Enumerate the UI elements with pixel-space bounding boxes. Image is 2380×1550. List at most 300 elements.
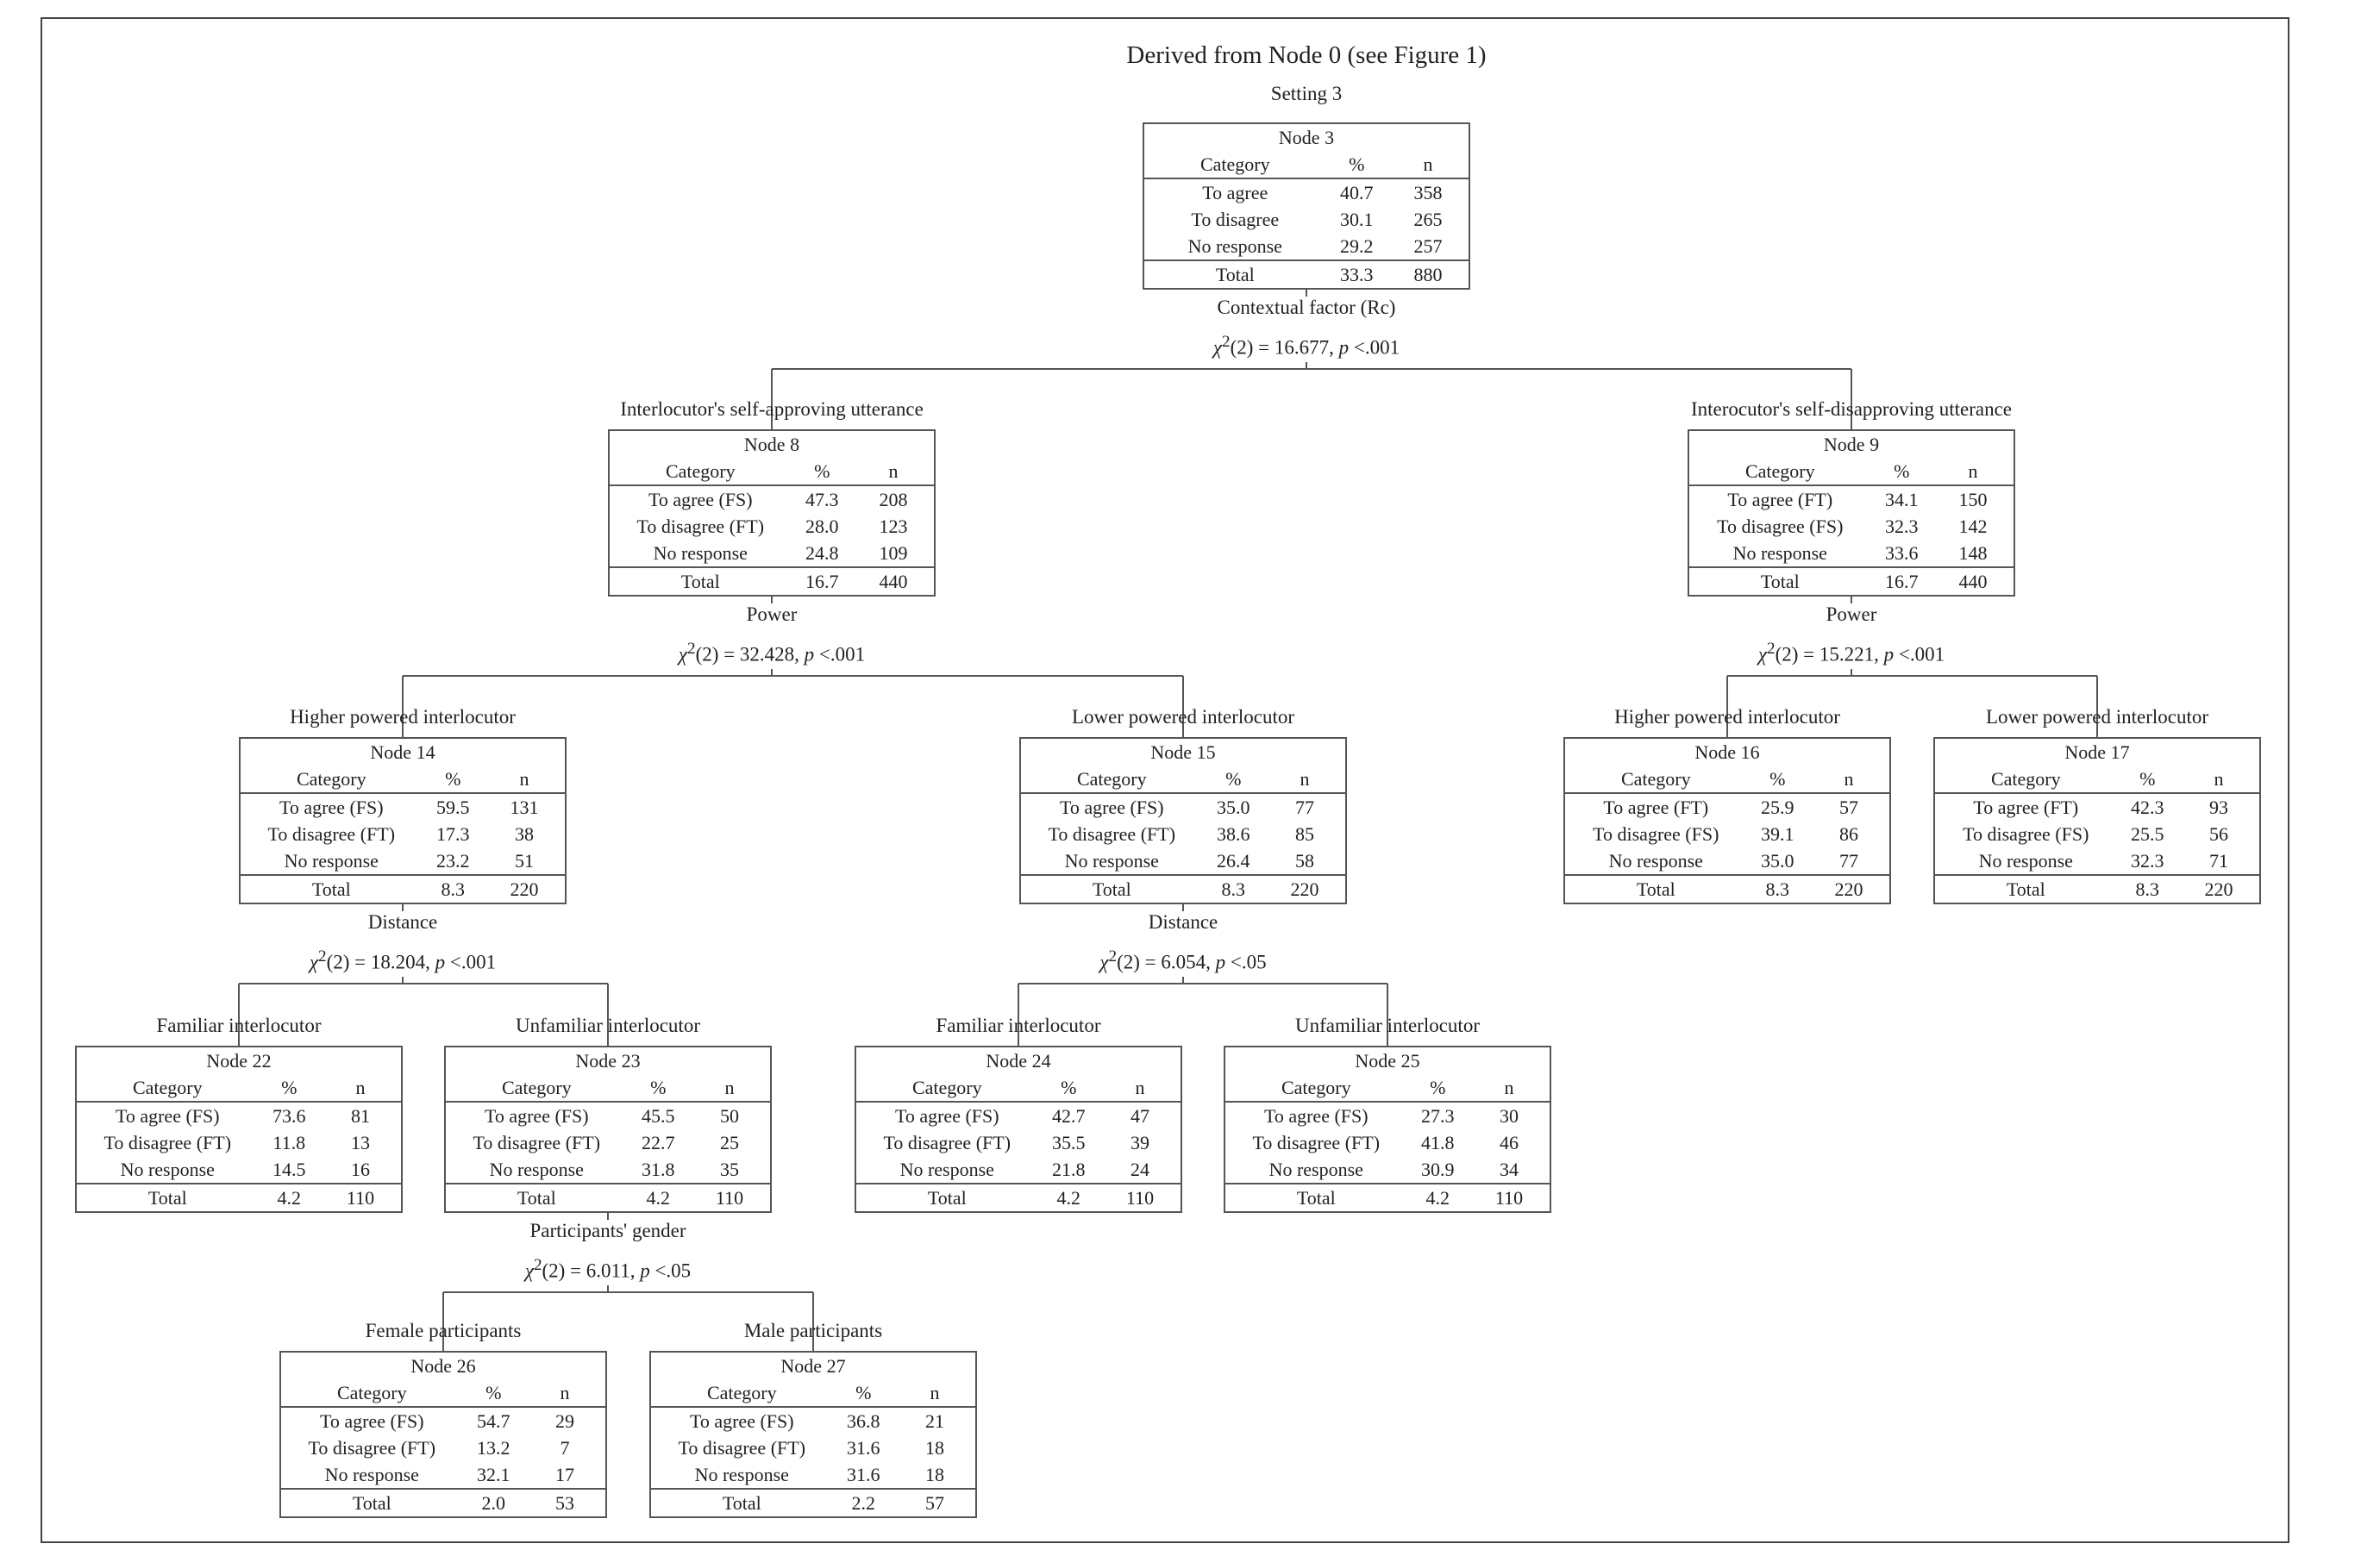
node-table-n3 <box>1143 122 1470 290</box>
row-n: 18 <box>924 1464 944 1485</box>
header-percent: % <box>445 768 461 790</box>
node-header-row <box>1565 766 1889 794</box>
header-n: n <box>1423 153 1433 175</box>
chi-symbol: χ <box>1099 951 1109 973</box>
node-row <box>1021 794 1345 821</box>
row-percent: 31.6 <box>847 1437 880 1459</box>
row-category: To agree (FT) <box>1973 797 2079 818</box>
row-percent: 28.0 <box>805 516 839 537</box>
row-category: To agree (FS) <box>648 489 753 510</box>
chi-square-stat-n3 <box>1213 333 1400 359</box>
chi-value: (2) = 6.054, <box>1117 951 1216 973</box>
node-header-row <box>77 1074 401 1103</box>
row-category: To agree (FS) <box>689 1410 794 1432</box>
node-title: Node 23 <box>575 1050 641 1072</box>
header-percent: % <box>1769 768 1786 790</box>
total-percent: 8.3 <box>1221 878 1246 900</box>
node-row <box>1689 513 2014 540</box>
row-percent: 13.2 <box>477 1437 510 1459</box>
row-category: To disagree <box>1191 209 1280 230</box>
row-category: To disagree (FT) <box>678 1437 806 1459</box>
header-n: n <box>930 1382 940 1403</box>
split-factor-n14: Distance <box>367 911 438 933</box>
header-percent: % <box>485 1382 502 1403</box>
node-row <box>856 1103 1181 1129</box>
figure-title: Derived from Node 0 (see Figure 1) <box>1126 41 1487 69</box>
node-total-row <box>446 1183 770 1211</box>
total-label: Total <box>1296 1187 1336 1209</box>
header-percent: % <box>650 1077 667 1098</box>
total-label: Total <box>1215 264 1255 285</box>
header-n: n <box>560 1382 570 1403</box>
header-percent: % <box>2139 768 2156 790</box>
chi-square-stat-n14 <box>310 947 496 974</box>
row-category: To agree (FT) <box>1603 797 1709 818</box>
row-category: To disagree (FS) <box>1593 823 1719 845</box>
row-category: To agree (FT) <box>1727 489 1833 510</box>
row-n: 150 <box>1958 489 1988 510</box>
node-row <box>1565 794 1889 821</box>
node-row <box>241 821 565 847</box>
p-value: <.001 <box>445 951 497 973</box>
row-n: 265 <box>1413 209 1443 230</box>
total-percent: 2.0 <box>481 1492 506 1514</box>
chi-value: (2) = 18.204, <box>326 951 435 973</box>
header-category: Category <box>501 1077 572 1098</box>
node-title: Node 9 <box>1823 434 1880 455</box>
row-category: To agree (FS) <box>1059 797 1164 818</box>
row-percent: 31.8 <box>642 1159 675 1180</box>
node-row <box>610 513 934 540</box>
p-symbol: p <box>1215 951 1226 973</box>
header-percent: % <box>1894 460 1910 482</box>
node-table-n24 <box>855 1046 1182 1213</box>
row-percent: 22.7 <box>642 1132 675 1153</box>
chi-value: (2) = 15.221, <box>1775 643 1884 666</box>
p-value: <.001 <box>1894 643 1945 666</box>
node-row <box>651 1461 975 1488</box>
total-n: 110 <box>346 1187 375 1209</box>
row-category: To disagree (FS) <box>1963 823 2089 845</box>
row-category: No response <box>284 850 379 872</box>
node-row <box>1689 486 2014 513</box>
node-title: Node 26 <box>410 1355 476 1377</box>
node-total-row <box>1565 874 1889 903</box>
node-header-row <box>856 1074 1181 1103</box>
node-row <box>446 1103 770 1129</box>
node-title: Node 27 <box>780 1355 846 1377</box>
node-header-row <box>1689 458 2014 486</box>
row-n: 148 <box>1958 542 1988 564</box>
branch-label-n24: Familiar interlocutor <box>936 1015 1101 1036</box>
row-percent: 32.3 <box>2131 850 2164 872</box>
chi-value: (2) = 16.677, <box>1230 336 1339 359</box>
row-n: 56 <box>2208 823 2228 845</box>
header-category: Category <box>1281 1077 1351 1098</box>
row-n: 358 <box>1413 182 1443 203</box>
row-category: No response <box>1064 850 1159 872</box>
node-row <box>241 847 565 874</box>
total-percent: 8.3 <box>1765 878 1790 900</box>
row-category: To agree (FS) <box>319 1410 424 1432</box>
row-category: No response <box>1732 542 1827 564</box>
branch-label-n26: Female participants <box>365 1320 522 1341</box>
row-percent: 40.7 <box>1340 182 1374 203</box>
total-n: 440 <box>1958 571 1988 592</box>
node-title: Node 15 <box>1150 741 1216 763</box>
node-total-row <box>77 1183 401 1211</box>
chi-value: (2) = 6.011, <box>542 1259 641 1282</box>
node-row <box>281 1461 605 1488</box>
row-percent: 39.1 <box>1761 823 1794 845</box>
row-n: 35 <box>719 1159 739 1180</box>
header-n: n <box>2214 768 2224 790</box>
row-percent: 35.0 <box>1217 797 1250 818</box>
row-n: 77 <box>1838 850 1858 872</box>
row-n: 51 <box>514 850 534 872</box>
branch-label-n16: Higher powered interlocutor <box>1614 706 1840 728</box>
chi-square-stat-n8 <box>679 640 865 666</box>
total-n: 57 <box>924 1492 944 1514</box>
header-n: n <box>1135 1077 1145 1098</box>
row-n: 81 <box>350 1105 370 1127</box>
row-percent: 21.8 <box>1052 1159 1086 1180</box>
total-label: Total <box>2006 878 2045 900</box>
total-percent: 4.2 <box>646 1187 671 1209</box>
total-n: 110 <box>715 1187 744 1209</box>
row-n: 17 <box>554 1464 574 1485</box>
row-percent: 31.6 <box>847 1464 880 1485</box>
row-percent: 26.4 <box>1217 850 1250 872</box>
header-n: n <box>355 1077 366 1098</box>
chi-superscript: 2 <box>1222 333 1231 351</box>
row-category: To disagree (FT) <box>103 1132 232 1153</box>
row-category: No response <box>1268 1159 1363 1180</box>
row-category: No response <box>1187 235 1282 257</box>
row-n: 131 <box>510 797 539 818</box>
row-n: 142 <box>1958 516 1988 537</box>
header-percent: % <box>1225 768 1242 790</box>
row-percent: 73.6 <box>272 1105 306 1127</box>
total-label: Total <box>1760 571 1800 592</box>
row-category: To agree (FS) <box>279 797 384 818</box>
row-n: 208 <box>879 489 908 510</box>
total-percent: 4.2 <box>1056 1187 1081 1209</box>
node-row <box>610 540 934 566</box>
row-percent: 38.6 <box>1217 823 1250 845</box>
chi-superscript: 2 <box>1108 947 1118 966</box>
node-total-row <box>1225 1183 1550 1211</box>
chi-symbol: χ <box>1212 336 1223 359</box>
total-label: Total <box>517 1187 556 1209</box>
node-total-row <box>651 1488 975 1516</box>
row-category: No response <box>489 1159 584 1180</box>
total-label: Total <box>352 1492 391 1514</box>
node-row <box>1021 821 1345 847</box>
node-total-row <box>281 1488 605 1516</box>
header-n: n <box>1300 768 1310 790</box>
node-total-row <box>610 566 934 595</box>
header-n: n <box>519 768 529 790</box>
row-percent: 24.8 <box>805 542 839 564</box>
node-row <box>1225 1103 1550 1129</box>
row-n: 13 <box>350 1132 370 1153</box>
total-n: 220 <box>2204 878 2233 900</box>
p-symbol: p <box>1338 336 1350 359</box>
row-n: 21 <box>924 1410 944 1432</box>
row-n: 29 <box>554 1410 574 1432</box>
node-table-n14 <box>239 737 567 904</box>
branch-label-n14: Higher powered interlocutor <box>290 706 516 728</box>
node-row <box>610 486 934 513</box>
chi-symbol: χ <box>678 643 688 666</box>
row-percent: 47.3 <box>805 489 839 510</box>
node-row <box>281 1408 605 1434</box>
node-table-n22 <box>75 1046 403 1213</box>
row-n: 85 <box>1294 823 1314 845</box>
chi-superscript: 2 <box>533 1256 542 1274</box>
chi-square-stat-n9 <box>1758 640 1945 666</box>
total-n: 53 <box>554 1492 574 1514</box>
p-symbol: p <box>804 643 815 666</box>
header-n: n <box>1504 1077 1514 1098</box>
total-percent: 16.7 <box>805 571 839 592</box>
row-category: No response <box>324 1464 419 1485</box>
row-percent: 45.5 <box>642 1105 675 1127</box>
row-n: 47 <box>1130 1105 1149 1127</box>
row-category: No response <box>653 542 748 564</box>
node-row <box>651 1434 975 1461</box>
node-total-row <box>1689 566 2014 595</box>
node-total-row <box>856 1183 1181 1211</box>
total-n: 220 <box>510 878 539 900</box>
branch-label-n22: Familiar interlocutor <box>156 1015 322 1036</box>
p-symbol: p <box>1883 643 1895 666</box>
header-percent: % <box>855 1382 872 1403</box>
branch-label-n23: Unfamiliar interlocutor <box>516 1015 700 1036</box>
p-symbol: p <box>640 1259 650 1282</box>
row-category: To agree (FS) <box>484 1105 589 1127</box>
split-factor-n3: Contextual factor (Rc) <box>1217 297 1396 318</box>
header-category: Category <box>336 1382 407 1403</box>
row-percent: 23.2 <box>436 850 470 872</box>
row-category: No response <box>899 1159 994 1180</box>
row-n: 93 <box>2208 797 2228 818</box>
node-row <box>1565 821 1889 847</box>
header-category: Category <box>706 1382 777 1403</box>
row-n: 38 <box>514 823 534 845</box>
row-percent: 25.9 <box>1761 797 1794 818</box>
row-category: To disagree (FT) <box>473 1132 601 1153</box>
row-n: 109 <box>879 542 908 564</box>
branch-label-n17: Lower powered interlocutor <box>1985 706 2209 728</box>
row-category: To disagree (FT) <box>267 823 396 845</box>
total-percent: 4.2 <box>1425 1187 1450 1209</box>
node-row <box>1935 821 2259 847</box>
node-row <box>1689 540 2014 566</box>
total-n: 220 <box>1290 878 1319 900</box>
node-table-n9 <box>1688 429 2015 597</box>
row-percent: 14.5 <box>272 1159 306 1180</box>
chi-superscript: 2 <box>687 640 696 658</box>
total-n: 110 <box>1494 1187 1524 1209</box>
branch-label-n25: Unfamiliar interlocutor <box>1295 1015 1480 1036</box>
node-row <box>1935 794 2259 821</box>
header-category: Category <box>665 460 736 482</box>
header-percent: % <box>1349 153 1365 175</box>
row-percent: 35.0 <box>1761 850 1794 872</box>
row-n: 77 <box>1294 797 1314 818</box>
row-percent: 30.1 <box>1340 209 1374 230</box>
header-percent: % <box>814 460 830 482</box>
row-percent: 36.8 <box>847 1410 880 1432</box>
chi-symbol: χ <box>309 951 319 973</box>
row-category: To disagree (FS) <box>1717 516 1844 537</box>
row-n: 16 <box>350 1159 370 1180</box>
node-table-n15 <box>1019 737 1347 904</box>
chi-superscript: 2 <box>318 947 327 966</box>
row-percent: 42.3 <box>2131 797 2164 818</box>
row-category: To agree (FS) <box>1263 1105 1368 1127</box>
row-n: 257 <box>1413 235 1443 257</box>
p-value: <.001 <box>814 643 866 666</box>
header-n: n <box>888 460 899 482</box>
header-category: Category <box>911 1077 982 1098</box>
row-n: 25 <box>719 1132 739 1153</box>
node-title: Node 8 <box>743 434 800 455</box>
row-category: To agree (FS) <box>115 1105 220 1127</box>
row-category: To disagree (FT) <box>1048 823 1176 845</box>
row-n: 71 <box>2208 850 2228 872</box>
node-total-row <box>1021 874 1345 903</box>
row-category: To disagree (FT) <box>1252 1132 1381 1153</box>
total-label: Total <box>1636 878 1675 900</box>
branch-label-n27: Male participants <box>743 1320 883 1341</box>
node-table-n25 <box>1224 1046 1551 1213</box>
header-category: Category <box>296 768 366 790</box>
row-n: 30 <box>1499 1105 1519 1127</box>
row-n: 123 <box>879 516 908 537</box>
row-n: 46 <box>1499 1132 1519 1153</box>
row-category: To agree (FS) <box>894 1105 999 1127</box>
total-label: Total <box>1092 878 1131 900</box>
branch-label-n15: Lower powered interlocutor <box>1071 706 1295 728</box>
node-total-row <box>241 874 565 903</box>
total-percent: 2.2 <box>851 1492 876 1514</box>
total-percent: 8.3 <box>2135 878 2160 900</box>
chi-value: (2) = 32.428, <box>695 643 805 666</box>
chi-symbol: χ <box>524 1259 534 1282</box>
header-category: Category <box>1199 153 1270 175</box>
split-factor-n15: Distance <box>1148 911 1218 933</box>
split-factor-n9: Power <box>1826 603 1877 625</box>
node-header-row <box>1021 766 1345 794</box>
p-value: <.05 <box>649 1259 692 1282</box>
node-header-row <box>446 1074 770 1103</box>
row-n: 39 <box>1130 1132 1149 1153</box>
node-row <box>1225 1129 1550 1156</box>
node-row <box>1935 847 2259 874</box>
node-row <box>77 1103 401 1129</box>
row-category: No response <box>694 1464 789 1485</box>
header-percent: % <box>281 1077 298 1098</box>
row-percent: 30.9 <box>1421 1159 1455 1180</box>
row-n: 18 <box>924 1437 944 1459</box>
row-percent: 35.5 <box>1052 1132 1086 1153</box>
row-category: No response <box>1978 850 2073 872</box>
row-percent: 11.8 <box>272 1132 306 1153</box>
node-title: Node 22 <box>206 1050 272 1072</box>
node-row <box>1144 179 1469 206</box>
row-percent: 27.3 <box>1421 1105 1455 1127</box>
node-header-row <box>281 1379 605 1408</box>
node-row <box>77 1156 401 1183</box>
row-n: 24 <box>1130 1159 1149 1180</box>
header-percent: % <box>1430 1077 1446 1098</box>
row-percent: 41.8 <box>1421 1132 1455 1153</box>
node-title: Node 24 <box>986 1050 1051 1072</box>
row-n: 50 <box>719 1105 739 1127</box>
row-percent: 33.6 <box>1885 542 1919 564</box>
node-header-row <box>610 458 934 486</box>
node-header-row <box>1225 1074 1550 1103</box>
node-row <box>856 1156 1181 1183</box>
row-percent: 42.7 <box>1052 1105 1086 1127</box>
total-n: 110 <box>1125 1187 1155 1209</box>
node-row <box>1565 847 1889 874</box>
row-percent: 34.1 <box>1885 489 1919 510</box>
node-title: Node 14 <box>370 741 435 763</box>
row-percent: 59.5 <box>436 797 470 818</box>
node-row <box>1225 1156 1550 1183</box>
node-total-row <box>1935 874 2259 903</box>
node-row <box>1144 206 1469 233</box>
row-percent: 32.3 <box>1885 516 1919 537</box>
node-header-row <box>1144 151 1469 179</box>
header-category: Category <box>1744 460 1815 482</box>
split-factor-n8: Power <box>746 603 798 625</box>
total-label: Total <box>147 1187 187 1209</box>
setting-label: Setting 3 <box>1270 83 1343 104</box>
header-n: n <box>1844 768 1854 790</box>
node-table-n16 <box>1563 737 1891 904</box>
header-n: n <box>1968 460 1978 482</box>
row-n: 86 <box>1838 823 1858 845</box>
branch-label-n9: Interocutor's self-disapproving utterance <box>1690 398 2013 420</box>
row-n: 58 <box>1294 850 1314 872</box>
p-symbol: p <box>435 951 446 973</box>
node-total-row <box>1144 259 1469 288</box>
chi-symbol: χ <box>1757 643 1768 666</box>
total-percent: 4.2 <box>277 1187 302 1209</box>
split-factor-n23: Participants' gender <box>529 1220 686 1241</box>
node-row <box>856 1129 1181 1156</box>
header-category: Category <box>1620 768 1691 790</box>
node-table-n8 <box>608 429 936 597</box>
row-n: 7 <box>560 1437 570 1459</box>
node-row <box>281 1434 605 1461</box>
row-category: To disagree (FT) <box>308 1437 436 1459</box>
node-header-row <box>241 766 565 794</box>
node-table-n23 <box>444 1046 772 1213</box>
header-category: Category <box>1076 768 1147 790</box>
chi-square-stat-n23 <box>525 1256 691 1283</box>
total-label: Total <box>722 1492 761 1514</box>
header-percent: % <box>1061 1077 1077 1098</box>
node-row <box>241 794 565 821</box>
total-n: 220 <box>1834 878 1863 900</box>
total-percent: 16.7 <box>1885 571 1919 592</box>
